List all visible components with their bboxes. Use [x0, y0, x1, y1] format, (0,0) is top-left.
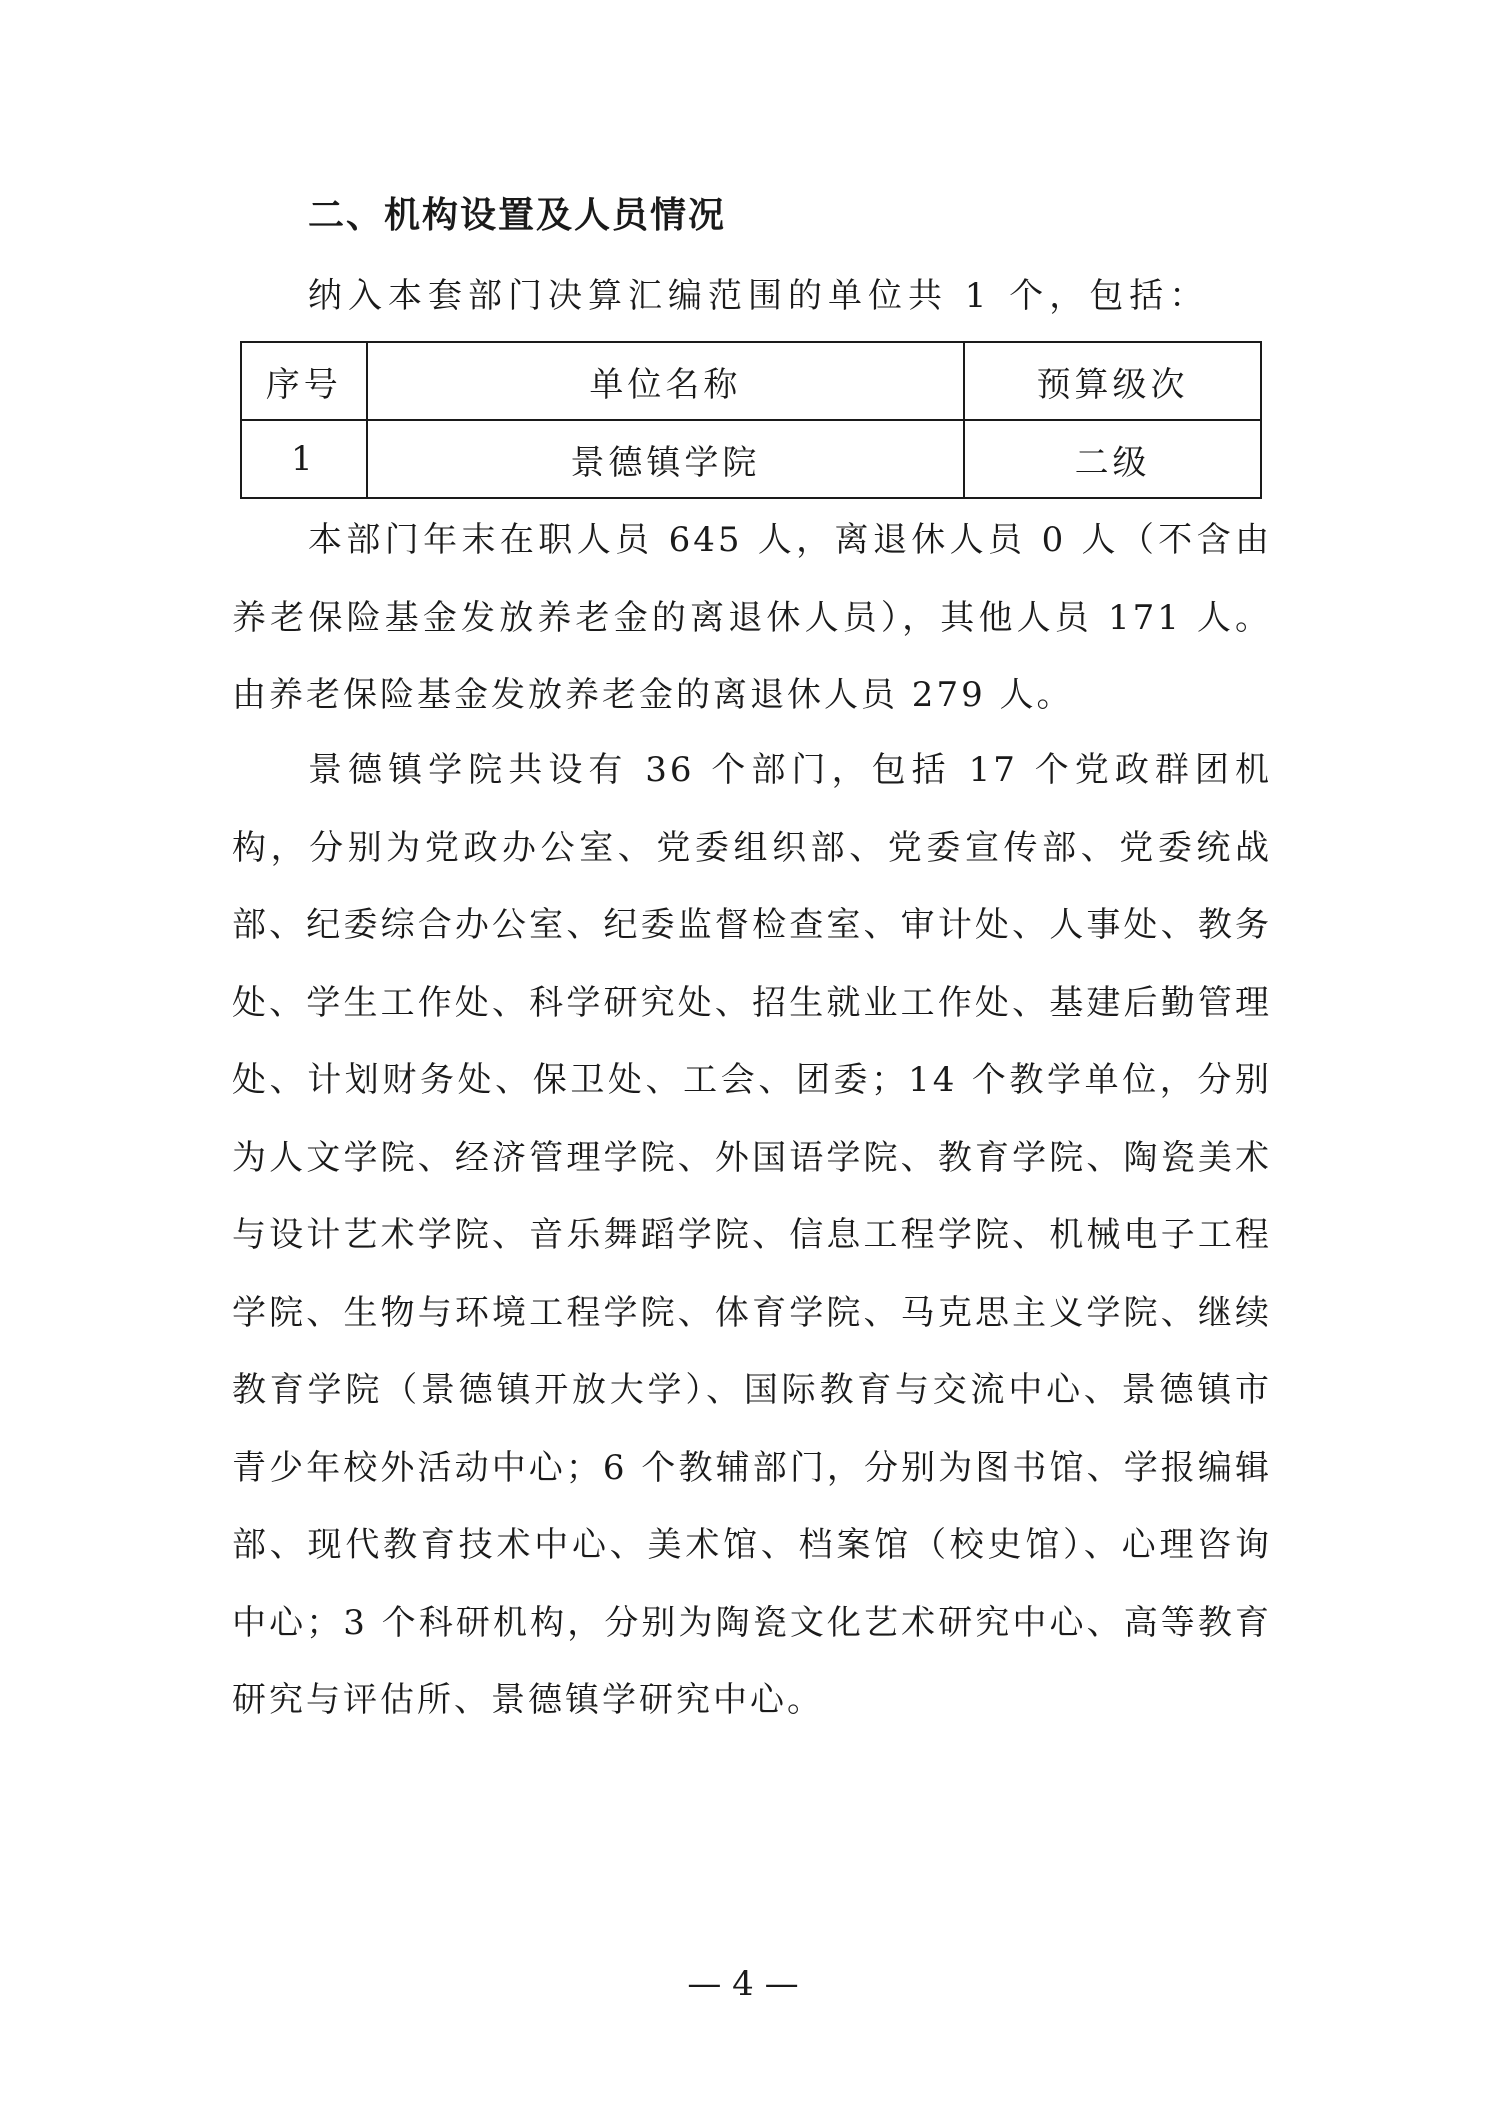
intro-text: 纳入本套部门决算汇编范围的单位共 1 个，包括： — [308, 276, 1210, 316]
section-heading: 二、机构设置及人员情况 — [308, 195, 727, 236]
table-header-row — [241, 342, 1261, 420]
header-budget-level: 预算级次 — [964, 342, 1261, 420]
unit-table — [240, 341, 1262, 499]
staff-paragraph: 本部门年末在职人员 645 人，离退休人员 0 人（不含由养老保险基金发放养老金的离退休人员），其他人员 171 人。由养老保险基金发放养老金的离退休人员 279 人。 — [232, 520, 1272, 715]
cell-unit-name: 景德镇学院 — [367, 420, 965, 498]
page-number: — 4 — — [687, 1964, 799, 2004]
header-unit-name: 单位名称 — [367, 342, 965, 420]
cell-budget-level: 二级 — [964, 420, 1261, 498]
table-row — [241, 420, 1261, 498]
cell-index: 1 — [241, 420, 367, 498]
departments-paragraph: 景德镇学院共设有 36 个部门，包括 17 个党政群团机构，分别为党政办公室、党委组织部、党委宣传部、党委统战部、纪委综合办公室、纪委监督检查室、审计处、人事处、教务处、学生工作处、科学研究处、招生就业工作处、基建后勤管理处、计划财务处、保卫处、工会、团委；14 个教学单位，分别为人文学院、经济管理学院、外国语学院、教育学院、陶瓷美术与设计艺术学院、音乐舞蹈学院、信息工程学院、机械电子工程学院、生物与环境工程学院、体育学院、马克思主义学院、继续教育学院（景德镇开放大学）、国际教育与交流中心、景德镇市青少年校外活动中心；6 个教辅部门，分别为图书馆、学报编辑部、现代教育技术中心、美术馆、档案馆（校史馆）、心理咨询中心；3 个科研机构，分别为陶瓷文化艺术研究中心、高等教育研究与评估所、景德镇学研究中心。 — [232, 750, 1272, 1720]
header-index: 序号 — [241, 342, 367, 420]
